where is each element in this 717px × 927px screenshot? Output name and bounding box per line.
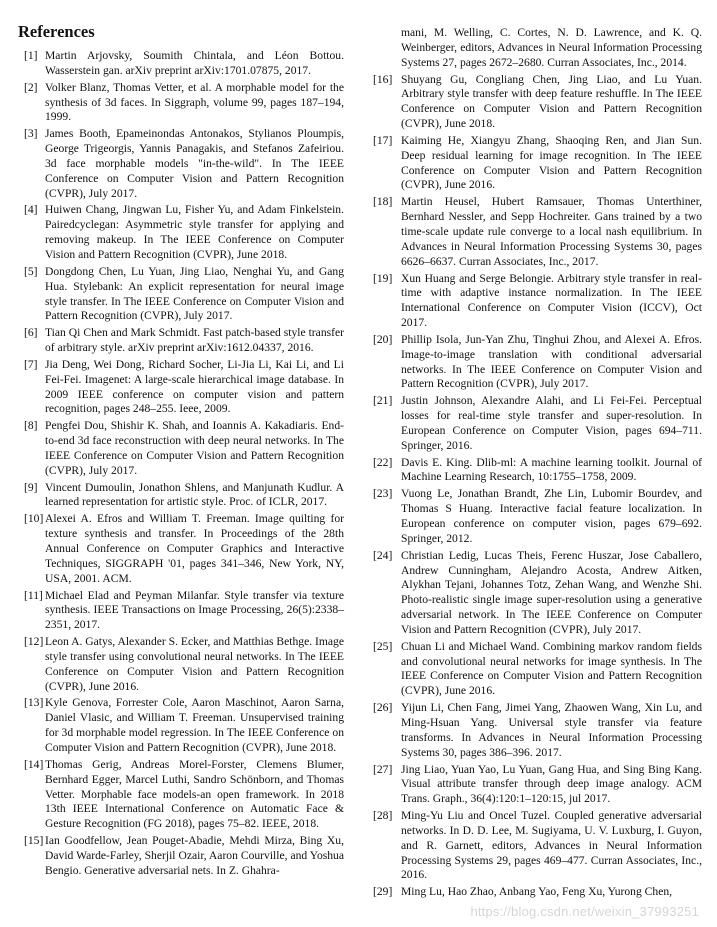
reference-number: [3] (24, 127, 38, 141)
reference-number: [18] (373, 195, 393, 209)
reference-entry (18, 512, 344, 586)
reference-entry (18, 49, 344, 79)
reference-entry (372, 549, 702, 638)
reference-text: Davis E. King. Dlib-ml: A machine learning toolkit. Journal of Machine Learning Research, 10:1755–1758, 2009. (401, 455, 702, 484)
reference-text: Volker Blanz, Thomas Vetter, et al. A morphable model for the synthesis of 3d faces. In Siggraph, volume 99, pages 187–194, 1999. (45, 80, 344, 124)
reference-number: [24] (373, 548, 393, 562)
reference-number: [27] (373, 762, 393, 776)
reference-number: [4] (24, 203, 38, 217)
reference-entry (18, 127, 344, 201)
reference-text: Tian Qi Chen and Mark Schmidt. Fast patch-based style transfer of arbitrary style. arXiv preprint arXiv:1612.04337, 2016. (45, 326, 344, 355)
reference-text: Jing Liao, Yuan Yao, Lu Yuan, Gang Hua, and Sing Bing Kang. Visual attribute transfer through deep image analogy. ACM Trans. Graph., 36(4):120:1–120:15, jul 2017. (401, 762, 702, 806)
reference-text: Christian Ledig, Lucas Theis, Ferenc Huszar, Jose Caballero, Andrew Cunningham, Alejandro Acosta, Andrew Aitken, Alykhan Tejani, Johannes Totz, Zehan Wang, and Wenzhe Shi. Photo-realistic single image super-resolution using a generative adversarial network. In The IEEE Conference on Computer Vision and Pattern Recognition (CVPR), July 2017. (401, 548, 702, 636)
reference-number: [13] (24, 696, 44, 710)
reference-number: [26] (373, 701, 393, 715)
reference-number: [16] (373, 72, 393, 86)
reference-entry (18, 589, 344, 634)
reference-text: Yijun Li, Chen Fang, Jimei Yang, Zhaowen Wang, Xin Lu, and Ming-Hsuan Yang. Universal style transfer via feature transforms. In Advances in Neural Information Processing Systems 30, pages 386–396. 2017. (401, 701, 702, 759)
reference-text: Vuong Le, Jonathan Brandt, Zhe Lin, Lubomir Bourdev, and Thomas S Huang. Interactive facial feature localization. In European conference on computer vision, pages 679–692. Springer, 2012. (401, 487, 702, 545)
reference-list-left (18, 49, 344, 879)
reference-number: [11] (24, 588, 43, 602)
reference-entry (18, 834, 344, 879)
reference-text: James Booth, Epameinondas Antonakos, Stylianos Ploumpis, George Trigeorgis, Yannis Panagakis, and Stefanos Zafeiriou. 3d face morphable models "in-the-wild". In The IEEE Conference on Computer Vision and Pattern Recognition (CVPR), July 2017. (45, 127, 344, 200)
reference-text: Pengfei Dou, Shishir K. Shah, and Ioannis A. Kakadiaris. End-to-end 3d face reconstruction with deep neural networks. In The IEEE Conference on Computer Vision and Pattern Recognition (CVPR), July 2017. (45, 419, 344, 477)
reference-number: [2] (24, 80, 38, 94)
reference-number: [8] (24, 419, 38, 433)
reference-text: Ming Lu, Hao Zhao, Anbang Yao, Feng Xu, Yurong Chen, (401, 885, 673, 899)
reference-number: [12] (24, 635, 44, 649)
reference-number: [14] (24, 757, 44, 771)
reference-entry (18, 419, 344, 478)
references-left-column (18, 22, 344, 881)
references-right-column (372, 26, 702, 902)
reference-entry (372, 809, 702, 883)
reference-number: [21] (373, 394, 393, 408)
reference-text: Michael Elad and Peyman Milanfar. Style transfer via texture synthesis. IEEE Transactions on Image Processing, 26(5):2338–2351, 2017. (45, 588, 344, 632)
reference-text: Vincent Dumoulin, Jonathon Shlens, and Manjunath Kudlur. A learned representation for artistic style. Proc. of ICLR, 2017. (45, 480, 344, 509)
reference-number: [6] (24, 326, 38, 340)
reference-number: [10] (24, 512, 44, 526)
reference-entry (18, 203, 344, 262)
reference-entry (372, 701, 702, 760)
reference-number: [15] (24, 834, 44, 848)
reference-text: Leon A. Gatys, Alexander S. Ecker, and Matthias Bethge. Image style transfer using convolutional neural networks. In The IEEE Conference on Computer Vision and Pattern Recognition (CVPR), June 2016. (45, 635, 344, 693)
reference-number: [17] (373, 133, 393, 147)
reference-number: [20] (373, 332, 393, 346)
reference-text: Martin Arjovsky, Soumith Chintala, and Léon Bottou. Wasserstein gan. arXiv preprint arXiv:1701.07875, 2017. (45, 49, 344, 77)
reference-number: [25] (373, 639, 393, 653)
reference-text: Jia Deng, Wei Dong, Richard Socher, Li-Jia Li, Kai Li, and Li Fei-Fei. Imagenet: A large-scale hierarchical image database. In 2009 IEEE conference on computer vision and pattern recognition, pages 248–255. Ieee, 2009. (45, 357, 344, 416)
reference-number: [19] (373, 271, 393, 285)
reference-entry (372, 272, 702, 331)
reference-entry (372, 885, 702, 900)
reference-text: Huiwen Chang, Jingwan Lu, Fisher Yu, and Adam Finkelstein. Pairedcyclegan: Asymmetric style transfer for applying and removing makeup. In The IEEE Conference on Computer Vision and Pattern Recognition (CVPR), June 2018. (45, 203, 344, 261)
reference-entry (18, 635, 344, 694)
reference-entry (372, 394, 702, 453)
reference-entry (18, 758, 344, 832)
reference-number: [7] (24, 357, 38, 371)
reference-text: Kaiming He, Xiangyu Zhang, Shaoqing Ren, and Jian Sun. Deep residual learning for image recognition. In The IEEE Conference on Computer Vision and Pattern Recognition (CVPR), June 2016. (401, 133, 702, 192)
reference-number: [28] (373, 809, 393, 823)
reference-text: Chuan Li and Michael Wand. Combining markov random fields and convolutional neural networks for image synthesis. In The IEEE Conference on Computer Vision and Pattern Recognition (CVPR), June 2016. (401, 639, 702, 698)
reference-entry (372, 487, 702, 546)
reference-text: Phillip Isola, Jun-Yan Zhu, Tinghui Zhou, and Alexei A. Efros. Image-to-image translation with conditional adversarial networks. In The IEEE Conference on Computer Vision and Pattern Recognition (CVPR), July 2017. (401, 332, 702, 391)
reference-text: Alexei A. Efros and William T. Freeman. Image quilting for texture synthesis and transfer. In Proceedings of the 28th Annual Conference on Computer Graphics and Interactive Techniques, SIGGRAPH '01, pages 341–346, New York, NY, USA, 2001. ACM. (45, 512, 344, 585)
reference-entry (372, 763, 702, 808)
reference-text: Kyle Genova, Forrester Cole, Aaron Maschinot, Aaron Sarna, Daniel Vlasic, and William T. Freeman. Unsupervised training for 3d morphable model regression. In The IEEE Conference on Computer Vision and Pattern Recognition (CVPR), June 2018. (45, 696, 344, 754)
reference-entry (18, 696, 344, 755)
reference-list-right (372, 73, 702, 901)
reference-text: Xun Huang and Serge Belongie. Arbitrary style transfer in real-time with adaptive instance normalization. In The IEEE International Conference on Computer Vision (ICCV), Oct 2017. (401, 271, 702, 330)
reference-entry (18, 81, 344, 126)
reference-number: [29] (373, 885, 393, 899)
reference-entry (18, 358, 344, 417)
reference-number: [9] (24, 480, 38, 494)
reference-entry (372, 640, 702, 699)
reference-entry (372, 333, 702, 392)
reference-entry (18, 481, 344, 511)
reference-number: [23] (373, 487, 393, 501)
reference-text: Thomas Gerig, Andreas Morel-Forster, Clemens Blumer, Bernhard Egger, Marcel Luthi, Sandro Schönborn, and Thomas Vetter. Morphable face models-an open framework. In 2018 13th IEEE International Conference on Automatic Face & Gesture Recognition (FG 2018), pages 75–82. IEEE, 2018. (45, 757, 344, 831)
reference-text: Justin Johnson, Alexandre Alahi, and Li Fei-Fei. Perceptual losses for real-time style transfer and super-resolution. In European Conference on Computer Vision, pages 694–711. Springer, 2016. (401, 394, 702, 452)
reference-text: Dongdong Chen, Lu Yuan, Jing Liao, Nenghai Yu, and Gang Hua. Stylebank: An explicit representation for neural image style transfer. In The IEEE Conference on Computer Vision and Pattern Recognition (CVPR), July 2017. (45, 264, 344, 323)
reference-text: Ming-Yu Liu and Oncel Tuzel. Coupled generative adversarial networks. In D. D. Lee, M. Sugiyama, U. V. Luxburg, I. Guyon, and R. Garnett, editors, Advances in Neural Information Processing Systems 29, pages 469–477. Curran Associates, Inc., 2016. (401, 809, 702, 882)
reference-entry (18, 265, 344, 324)
reference-text: Ian Goodfellow, Jean Pouget-Abadie, Mehdi Mirza, Bing Xu, David Warde-Farley, Sherjil Ozair, Aaron Courville, and Yoshua Bengio. Generative adversarial nets. In Z. Ghahra- (45, 834, 344, 877)
reference-number: [5] (24, 264, 38, 278)
reference-number: [1] (24, 49, 38, 62)
section-title: References (18, 22, 95, 41)
reference-entry (372, 195, 702, 269)
reference-continuation: mani, M. Welling, C. Cortes, N. D. Lawrence, and K. Q. Weinberger, editors, Advances in Neural Information Processing Systems 27, pages 2672–2680. Curran Associates, Inc., 2014. (401, 26, 702, 69)
reference-entry (372, 73, 702, 132)
reference-number: [22] (373, 455, 393, 469)
reference-entry (372, 134, 702, 193)
reference-entry (372, 456, 702, 486)
reference-entry (18, 326, 344, 356)
reference-text: Shuyang Gu, Congliang Chen, Jing Liao, and Lu Yuan. Arbitrary style transfer with deep feature reshuffle. In The IEEE Conference on Computer Vision and Pattern Recognition (CVPR), June 2018. (401, 72, 702, 131)
watermark: https://blog.csdn.net/weixin_37993251 (470, 904, 699, 919)
reference-text: Martin Heusel, Hubert Ramsauer, Thomas Unterthiner, Bernhard Nessler, and Sepp Hochreiter. Gans trained by a two time-scale update rule converge to a local nash equilibrium. In Advances in Neural Information Processing Systems 30, pages 6626–6637. Curran Associates, Inc., 2017. (401, 195, 702, 268)
